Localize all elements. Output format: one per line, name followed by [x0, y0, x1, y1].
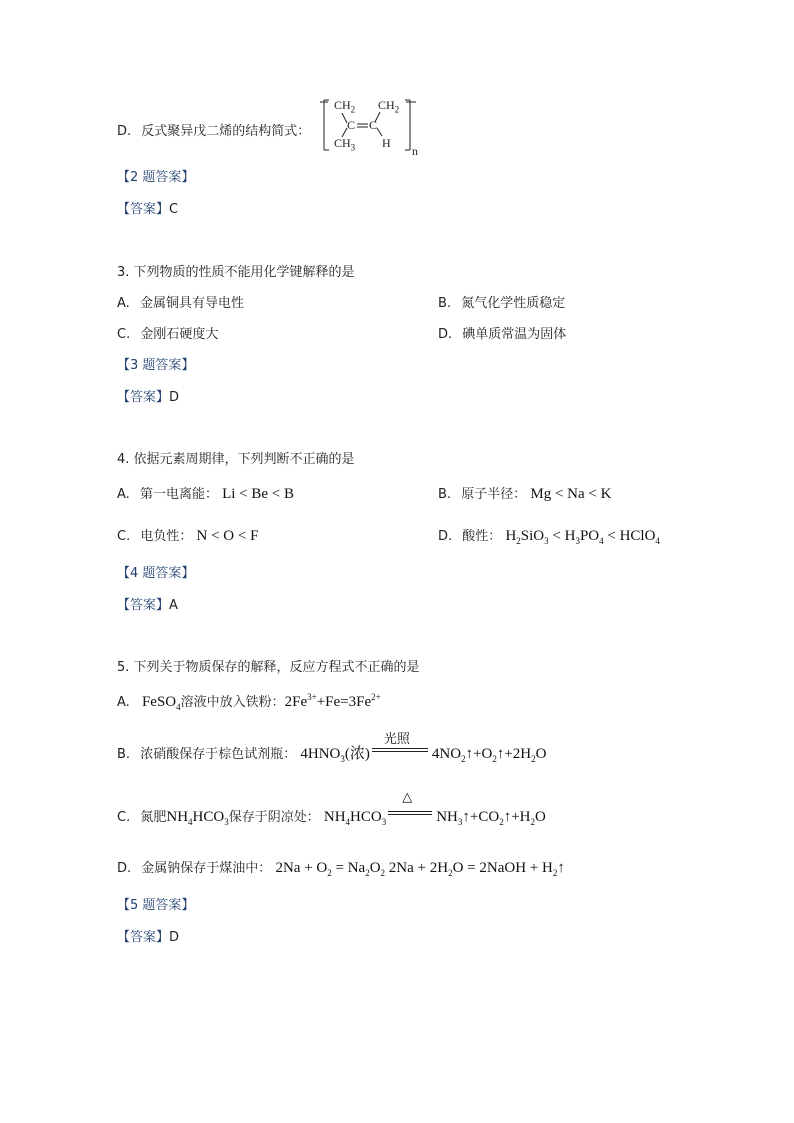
- reaction-condition: 光照: [383, 731, 410, 746]
- q4-answer: [117, 594, 178, 613]
- option-letter: B.: [117, 747, 131, 762]
- answer-label: 【答案】: [117, 390, 170, 405]
- polyisoprene-structure: [320, 96, 420, 156]
- option-math: N < O < F: [196, 528, 259, 544]
- option-chem: $NH_4HCO_3$: [166, 809, 229, 827]
- option-text: 金属钠保存于煤油中：: [141, 861, 272, 876]
- h-label: H: [382, 136, 391, 150]
- q3-option-a: [117, 292, 244, 311]
- option-text: 反式聚异戊二烯的结构简式：: [141, 124, 311, 139]
- q4-option-a: [117, 483, 294, 503]
- option-letter: A.: [117, 487, 130, 502]
- q4-option-c: [117, 525, 258, 545]
- option-text: 氮气化学性质稳定: [461, 296, 566, 311]
- option-text: 金刚石硬度大: [140, 327, 219, 342]
- answer-value: A: [169, 598, 178, 613]
- q3-answer: [117, 386, 179, 405]
- option-letter: C.: [117, 810, 131, 825]
- q5-option-c: [117, 789, 546, 827]
- option-text: 金属铜具有导电性: [139, 296, 244, 311]
- q2-answer: [117, 198, 178, 217]
- option-equation: $NH_4HCO_3$ △ $NH_3↑+CO_2↑+H_2O$: [323, 789, 546, 827]
- c-right-label: C: [369, 118, 378, 132]
- option-text-2: 保存于阴凉处：: [228, 810, 320, 825]
- answer-value: D: [169, 930, 180, 945]
- option-chem: FeSO$_4$: [141, 694, 181, 712]
- answer-value: C: [169, 202, 179, 217]
- option-equation: $2Na + O_2 = Na_2O_2$ $2Na + 2H_2O$ = 2NaOH + $H_2↑$: [275, 860, 565, 878]
- q5-stem: 5. 下列关于物质保存的解释，反应方程式不正确的是: [117, 660, 420, 675]
- q3-answer-tag: 【3 题答案】: [117, 358, 195, 373]
- q5-option-d: [117, 857, 565, 877]
- q5-answer-tag: 【5 题答案】: [117, 898, 195, 913]
- reaction-arrow: [386, 789, 436, 821]
- q2-option-d: [117, 120, 310, 139]
- q3-option-c: [117, 323, 218, 342]
- c-left-label: C: [347, 118, 356, 132]
- q5-option-a: [117, 691, 381, 711]
- option-text: 溶液中放入铁粉：: [180, 695, 285, 710]
- option-equation: $2Fe^{3+}+Fe=3Fe^{2+}$: [284, 692, 381, 710]
- option-text: 酸性：: [462, 529, 502, 544]
- option-letter: C.: [117, 529, 131, 544]
- option-math: $H_2SiO_3 < H_3PO_4$ < HClO$_4$: [505, 528, 660, 546]
- option-text: 电负性：: [140, 529, 193, 544]
- q4-stem: 4. 依据元素周期律，下列判断不正确的是: [117, 452, 355, 467]
- option-text: 氮肥: [140, 810, 167, 825]
- option-letter: A.: [117, 695, 130, 710]
- option-letter: D.: [438, 327, 453, 342]
- q3-option-b: [438, 292, 565, 311]
- option-text: 第一电离能：: [139, 487, 218, 502]
- option-letter: B.: [438, 296, 452, 311]
- option-letter: D.: [117, 124, 132, 139]
- q4-option-b: [438, 483, 611, 503]
- reaction-arrow: [370, 731, 432, 758]
- answer-label: 【答案】: [117, 598, 170, 613]
- option-text: 碘单质常温为固体: [462, 327, 567, 342]
- option-letter: A.: [117, 296, 130, 311]
- ch2-left-label: $CH_2$: [334, 98, 356, 115]
- option-letter: C.: [117, 327, 131, 342]
- option-text: 原子半径：: [461, 487, 527, 502]
- ch2-right-label: $CH_2$: [378, 98, 400, 115]
- q5-answer: [117, 926, 179, 945]
- ch3-label: $CH_3$: [334, 136, 356, 153]
- option-equation: $4HNO_3$(浓) 光照 $4NO_2↑+O_2↑+2H_2O$: [300, 746, 546, 762]
- option-letter: D.: [438, 529, 453, 544]
- q2-answer-tag: 【2 题答案】: [117, 170, 195, 185]
- option-text: 浓硝酸保存于棕色试剂瓶：: [140, 747, 297, 762]
- option-math: Mg < Na < K: [530, 486, 612, 502]
- reaction-condition: △: [402, 789, 413, 804]
- option-letter: D.: [117, 861, 132, 876]
- q3-stem: 3. 下列物质的性质不能用化学键解释的是: [117, 265, 355, 280]
- q4-option-d: [438, 525, 660, 545]
- q4-answer-tag: 【4 题答案】: [117, 566, 195, 581]
- q5-option-b: [117, 731, 547, 764]
- answer-value: D: [169, 390, 180, 405]
- answer-label: 【答案】: [117, 930, 170, 945]
- option-letter: B.: [438, 487, 452, 502]
- option-math: Li < Be < B: [222, 486, 295, 502]
- answer-label: 【答案】: [117, 202, 170, 217]
- q3-option-d: [438, 323, 566, 342]
- n-subscript: n: [412, 144, 418, 158]
